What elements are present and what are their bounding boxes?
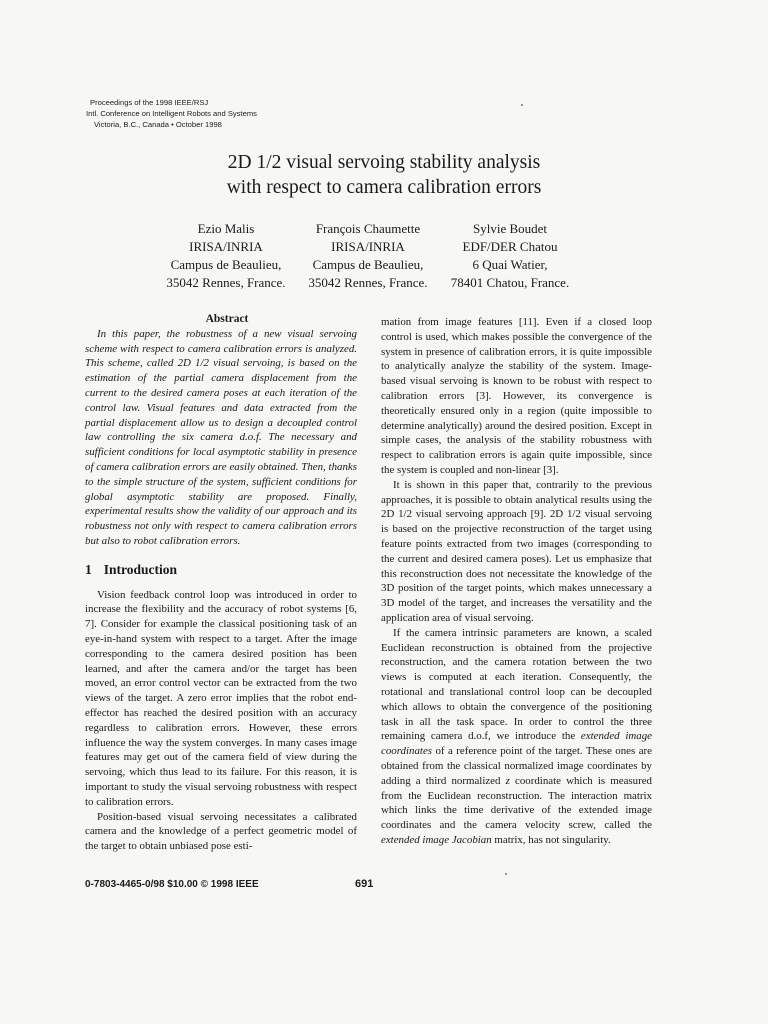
intro-paragraph-1: Vision feedback control loop was introduced in order to increase the flexibility and the accuracy of robot systems [6, 7]. Consider for example the classical positioning task of an eye-in-hand system with respect to a target. After the image corresponding to the camera desired position has been learned, and after the camera and/or the target has been moved, an error control vector can be extracted from the two views of the target. A zero error implies that the robot end-effector has reached the desired position with an accuracy regardless to calibration errors. However, these errors influence the way the system converges. In many cases image features may get out of the camera field of view during the servoing, which thus lead to its failure. For this reason, it is important to study the visual servoing robustness with respect to calibration errors. bbox=[85, 588, 357, 808]
variable-z: z bbox=[505, 774, 510, 787]
author-city: 35042 Rennes, France. bbox=[308, 275, 428, 290]
proceedings-line-3: Victoria, B.C., Canada • October 1998 bbox=[94, 120, 222, 129]
proceedings-header bbox=[86, 97, 346, 130]
right-paragraph-2: It is shown in this paper that, contrarily to the previous approaches, it is possible to obtain analytical results using the 2D 1/2 visual servoing approach [9]. 2D 1/2 visual servoing is based on the projective reconstruction of the target using feature points extracted from two images (corresponding to the current and desired camera poses). Let us emphasize that this reconstruction does not necessitate the knowledge of the 3D position of the target points, which makes unnecessary a 3D model of the target, and increases the versatility and the application area of visual servoing. bbox=[381, 478, 652, 624]
right-column bbox=[381, 315, 652, 848]
author-address: Campus de Beaulieu, bbox=[170, 257, 282, 272]
author-org: IRISA/INRIA bbox=[189, 239, 263, 254]
author-address: 6 Quai Watier, bbox=[472, 257, 548, 272]
intro-paragraph-2: Position-based visual servoing necessitates a calibrated camera and the knowledge of a perfect geometric model of the target to obtain unbiased pose esti- bbox=[85, 810, 357, 853]
p3-text-b: of a reference point of the target. These ones are obtained from the classical normalized image coordinates by adding a third normalized bbox=[381, 745, 652, 787]
p3-text-d: matrix, has not singularity. bbox=[491, 833, 611, 846]
author-city: 35042 Rennes, France. bbox=[166, 275, 286, 290]
author-org: IRISA/INRIA bbox=[331, 239, 405, 254]
p3-text-c: coordinate which is measured from the Euclidean reconstruction. The interaction matrix which links the time derivative of the extended image coordinates and the camera velocity screw, called the bbox=[381, 774, 652, 832]
title-line-2: with respect to camera calibration errors bbox=[226, 177, 542, 198]
page-number: 691 bbox=[355, 878, 374, 890]
paper-title bbox=[0, 150, 768, 200]
scan-speck bbox=[521, 104, 523, 106]
scan-speck bbox=[505, 873, 507, 875]
author-name: Ezio Malis bbox=[197, 221, 255, 236]
author-name: Sylvie Boudet bbox=[472, 221, 548, 236]
abstract-heading: Abstract bbox=[205, 313, 249, 325]
right-paragraph-3 bbox=[381, 626, 652, 848]
section-title: Introduction bbox=[103, 561, 178, 577]
author-address: Campus de Beaulieu, bbox=[312, 257, 424, 272]
abstract-text: In this paper, the robustness of a new visual servoing scheme with respect to camera calibration errors is analyzed. This scheme, called 2D 1/2 visual servoing, is based on the estimation of the partial camera displacement from the current to the desired camera poses at each iteration of the control law. Visual features and data extracted from the partial displacement allow us to design a decoupled control law controlling the six camera d.o.f. The necessary and sufficient conditions for local asymptotic stability in presence of camera calibration errors are easily obtained. Then, thanks to the simple structure of the system, sufficient conditions for global asymptotic stability are proposed. Finally, experimental results show the validity of our approach and its robustness not only with respect to camera calibration errors but also to robot calibration errors. bbox=[85, 327, 357, 547]
copyright-footer: 0-7803-4465-0/98 $10.00 © 1998 IEEE bbox=[85, 879, 259, 890]
right-paragraph-1: mation from image features [11]. Even if a closed loop control is used, which makes possible the convergence of the system in presence of calibration errors, it is quite impossible to analytically analyze the stability of the system. Image-based visual servoing is known to be robust with respect to calibration errors [3]. However, its convergence is theoretically ensured only in a region (quite impossible to determine analytically) around the desired position. Except in simple cases, the analysis of the stability robustness with respect to calibration errors is again quite impossible, since the system is coupled and non-linear [3]. bbox=[381, 316, 652, 476]
section-number: 1 bbox=[85, 561, 92, 577]
section-heading-introduction bbox=[85, 563, 357, 578]
proceedings-line-2: Intl. Conference on Intelligent Robots and Systems bbox=[86, 109, 257, 118]
author-3 bbox=[440, 220, 580, 292]
author-name: François Chaumette bbox=[315, 221, 421, 236]
left-column bbox=[85, 312, 357, 854]
author-2 bbox=[298, 220, 438, 292]
p3-text-a: If the camera intrinsic parameters are known, a scaled Euclidean reconstruction is obtained from the projective reconstruction, and the camera rotation between the two views is computed at each iteration. Consequently, the rotational and translational control loop can be decoupled which allows to obtain the convergence of the positioning task in all the task space. In order to control the three remaining camera d.o.f, we introduce the bbox=[381, 626, 652, 743]
term-extended-image-coordinates: extended image coordinates bbox=[381, 730, 652, 758]
title-line-1: 2D 1/2 visual servoing stability analysis bbox=[227, 152, 541, 173]
author-city: 78401 Chatou, France. bbox=[450, 275, 570, 290]
proceedings-line-1: Proceedings of the 1998 IEEE/RSJ bbox=[90, 98, 209, 107]
term-extended-image-jacobian: extended image Jacobian bbox=[381, 833, 492, 846]
author-org: EDF/DER Chatou bbox=[462, 239, 558, 254]
author-1 bbox=[156, 220, 296, 292]
